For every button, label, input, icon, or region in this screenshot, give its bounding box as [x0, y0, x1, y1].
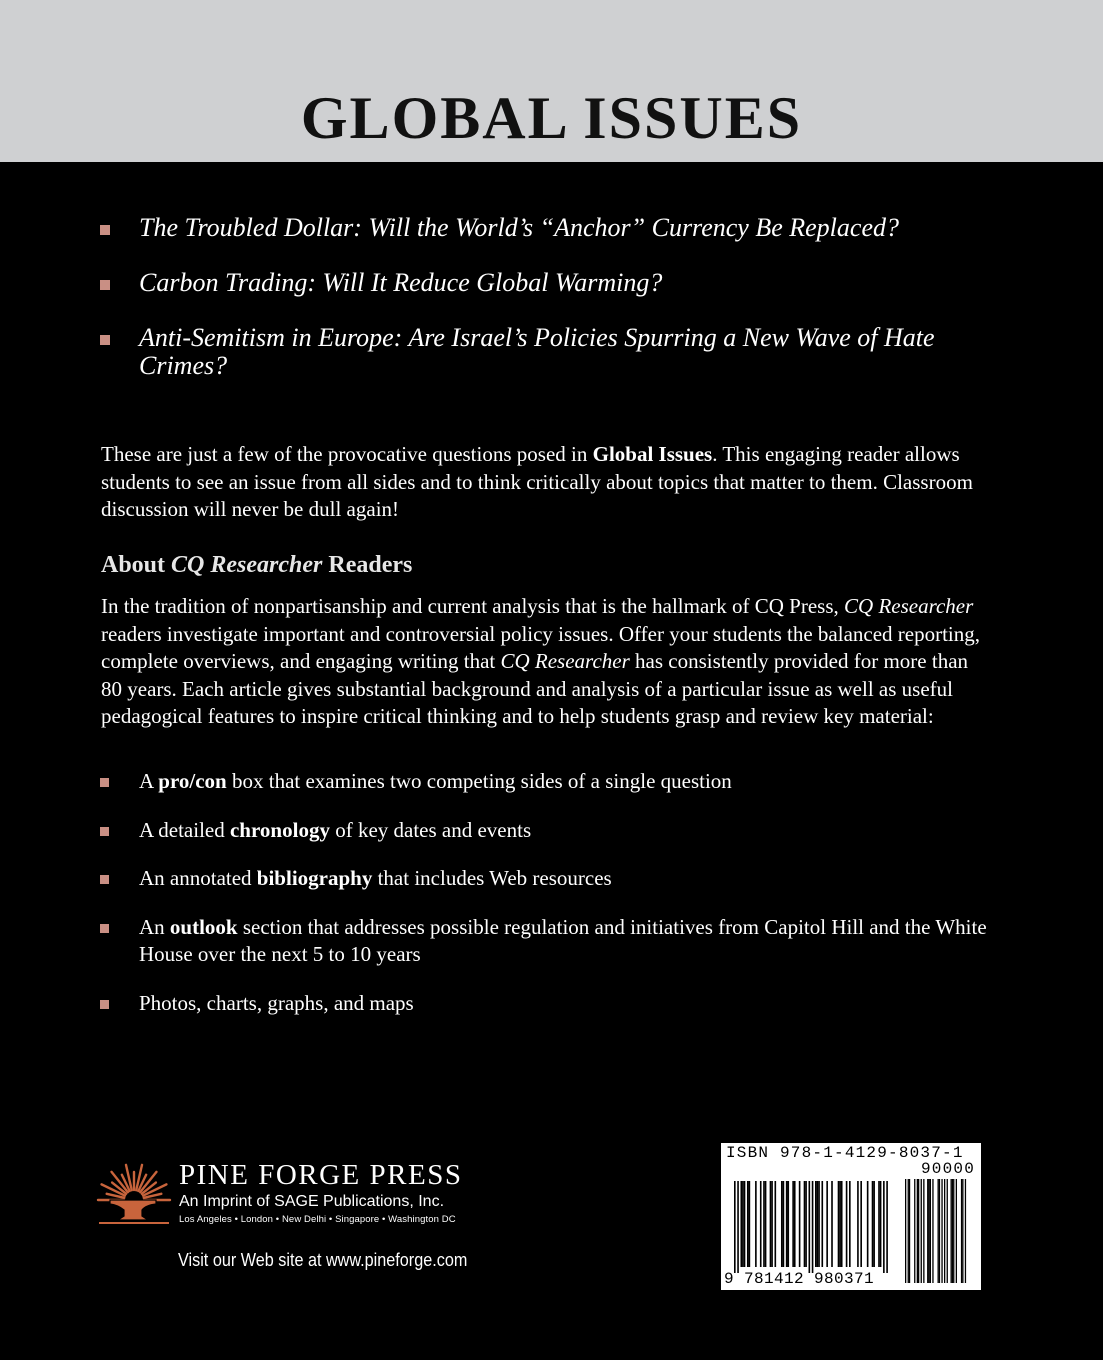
barcode-bar	[775, 1181, 777, 1267]
barcode-bar	[734, 1181, 736, 1273]
about-text-2: readers investigate important and controversial policy issues. Offer your students the balanced reporting, complete overviews, and engaging writing that	[101, 621, 981, 674]
addon-bar	[923, 1179, 924, 1283]
anvil-sparks-logo-icon	[96, 1160, 172, 1226]
addon-bar	[914, 1179, 915, 1283]
barcode-bar	[755, 1181, 757, 1267]
barcode-bar	[815, 1181, 817, 1267]
barcode-bar	[799, 1181, 801, 1267]
addon-bar	[939, 1179, 940, 1283]
square-bullet-icon	[100, 280, 110, 290]
feature-text: An annotated	[139, 866, 257, 890]
barcode-bar	[763, 1181, 765, 1267]
feature-keyword: bibliography	[256, 866, 373, 890]
barcode-bar	[770, 1181, 772, 1267]
barcode-bar	[804, 1181, 806, 1267]
question-item	[100, 214, 1000, 242]
feature-text: An	[139, 914, 170, 939]
barcode-bar	[742, 1181, 744, 1267]
addon-bar	[961, 1179, 962, 1283]
barcode-bar	[787, 1181, 789, 1267]
feature-item	[100, 817, 990, 845]
square-bullet-icon	[100, 225, 110, 235]
barcode-bar	[786, 1181, 788, 1267]
question-text: The Troubled Dollar: Will the World’s “Anchor” Currency Be Replaced?	[139, 213, 899, 242]
about-heading-series: CQ Researcher	[171, 552, 323, 578]
feature-keyword: chronology	[229, 817, 330, 842]
square-bullet-icon	[100, 827, 109, 836]
square-bullet-icon	[100, 924, 109, 933]
feature-item	[100, 914, 990, 969]
barcode-bar	[880, 1181, 882, 1267]
website-link[interactable]: Visit our Web site at www.pineforge.com	[178, 1250, 468, 1270]
barcode-bar	[867, 1181, 869, 1267]
question-text: Anti-Semitism in Europe: Are Israel’s Policies Spurring a New Wave of Hate Crimes?	[139, 323, 935, 380]
addon-bar	[909, 1179, 910, 1283]
barcode-bar	[872, 1181, 874, 1267]
barcode-bar	[749, 1181, 751, 1267]
ean-digits: 9 781412 980371	[724, 1270, 875, 1288]
barcode-bar	[860, 1181, 862, 1267]
about-paragraph	[101, 593, 991, 731]
barcode-bar	[747, 1181, 749, 1267]
price-addon-label: 90000	[920, 1160, 975, 1178]
feature-text: section that addresses possible regulation and initiatives from Capitol Hill and the White House over the next 5 to 10 years	[139, 914, 987, 966]
barcode-bar	[841, 1181, 843, 1267]
addon-bar	[952, 1179, 953, 1283]
intro-book-name: Global Issues	[592, 442, 713, 466]
barcode-bar	[873, 1181, 875, 1267]
barcode-bar	[839, 1181, 841, 1267]
feature-item	[100, 990, 990, 1018]
publisher-cities: Los Angeles • London • New Delhi • Singapore • Washington DC	[179, 1214, 456, 1225]
barcode-bar	[818, 1181, 820, 1267]
addon-bar	[921, 1179, 922, 1283]
barcode-bar	[857, 1181, 859, 1267]
about-series-name: CQ Researcher	[500, 649, 630, 674]
barcode-bar	[809, 1181, 811, 1273]
barcode-bar	[740, 1181, 742, 1267]
barcode-bar	[883, 1181, 885, 1273]
question-list	[100, 214, 1000, 407]
barcode-bar	[805, 1181, 807, 1267]
publisher-imprint: An Imprint of SAGE Publications, Inc.	[179, 1193, 445, 1210]
addon-bar	[962, 1179, 963, 1283]
feature-item	[100, 768, 990, 796]
addon-bar	[951, 1179, 952, 1283]
feature-list	[100, 768, 990, 1038]
isbn-label: ISBN 978-1-4129-8037-1	[726, 1144, 964, 1162]
square-bullet-icon	[100, 335, 110, 345]
barcode-bar	[817, 1181, 819, 1267]
barcode-bar	[878, 1181, 880, 1267]
about-series-name: CQ Researcher	[844, 594, 974, 618]
barcode-bar	[783, 1181, 785, 1267]
addon-bar	[944, 1179, 945, 1283]
square-bullet-icon	[100, 778, 109, 787]
about-heading-prefix: About	[101, 552, 172, 578]
addon-bar	[956, 1179, 957, 1283]
intro-text-end: . This engaging reader allows students to see an issue from all sides and to think critically about topics that matter to them. Classroom discussion will never be dull again!	[101, 442, 973, 521]
feature-text: box that examines two competing sides of a single question	[226, 769, 732, 793]
addon-bar	[908, 1179, 909, 1283]
feature-text: that includes Web resources	[372, 866, 612, 890]
addon-bar	[930, 1179, 931, 1283]
question-item	[100, 269, 1000, 297]
isbn-barcode	[721, 1143, 981, 1290]
square-bullet-icon	[100, 1000, 109, 1009]
addon-bar	[928, 1179, 929, 1283]
barcode-bar	[846, 1181, 848, 1267]
barcode-bars	[721, 1143, 981, 1290]
barcode-bar	[744, 1181, 746, 1267]
barcode-bar	[771, 1181, 773, 1267]
barcode-bar	[812, 1181, 814, 1273]
feature-text: of key dates and events	[329, 817, 532, 842]
barcode-bar	[831, 1181, 833, 1267]
square-bullet-icon	[100, 875, 109, 884]
barcode-bar	[849, 1181, 851, 1267]
addon-bar	[917, 1179, 918, 1283]
about-heading-suffix: Readers	[322, 552, 413, 578]
barcode-bar	[826, 1181, 828, 1267]
feature-text: Photos, charts, graphs, and maps	[139, 990, 414, 1015]
book-title: GLOBAL ISSUES	[300, 85, 803, 151]
feature-keyword: pro/con	[158, 769, 227, 793]
feature-item	[100, 865, 990, 893]
addon-bar	[965, 1179, 966, 1283]
addon-bar	[927, 1179, 928, 1283]
addon-bar	[941, 1179, 942, 1283]
addon-bar	[938, 1179, 939, 1283]
addon-bar	[932, 1179, 933, 1283]
barcode-bar	[821, 1181, 823, 1267]
about-heading	[101, 550, 412, 580]
barcode-bar	[838, 1181, 840, 1267]
addon-bar	[905, 1179, 906, 1283]
addon-bar	[947, 1179, 948, 1283]
addon-bar	[918, 1179, 919, 1283]
feature-text: A detailed	[139, 817, 230, 842]
barcode-bar	[792, 1181, 794, 1267]
barcode-bar	[765, 1181, 767, 1267]
addon-bar	[953, 1179, 954, 1283]
barcode-bar	[886, 1181, 888, 1273]
about-text-1: In the tradition of nonpartisanship and current analysis that is the hallmark of CQ Press,	[101, 594, 839, 618]
intro-text: These are just a few of the provocative questions posed in	[101, 442, 593, 466]
publisher-name: PINE FORGE PRESS	[179, 1159, 463, 1191]
feature-keyword: outlook	[169, 914, 238, 939]
feature-text: A	[139, 769, 159, 793]
intro-paragraph	[101, 441, 981, 524]
question-text: Carbon Trading: Will It Reduce Global Warming?	[139, 268, 663, 297]
barcode-bar	[781, 1181, 783, 1267]
barcode-bar	[794, 1181, 796, 1267]
question-item	[100, 324, 1000, 380]
barcode-bar	[737, 1181, 739, 1273]
about-text-3: has consistently provided for more than 80 years. Each article gives substantial background and analysis of a particular issue as well as useful pedagogical features to inspire critical thinking and to help students grasp and review key material:	[101, 649, 969, 729]
barcode-bar	[760, 1181, 762, 1267]
